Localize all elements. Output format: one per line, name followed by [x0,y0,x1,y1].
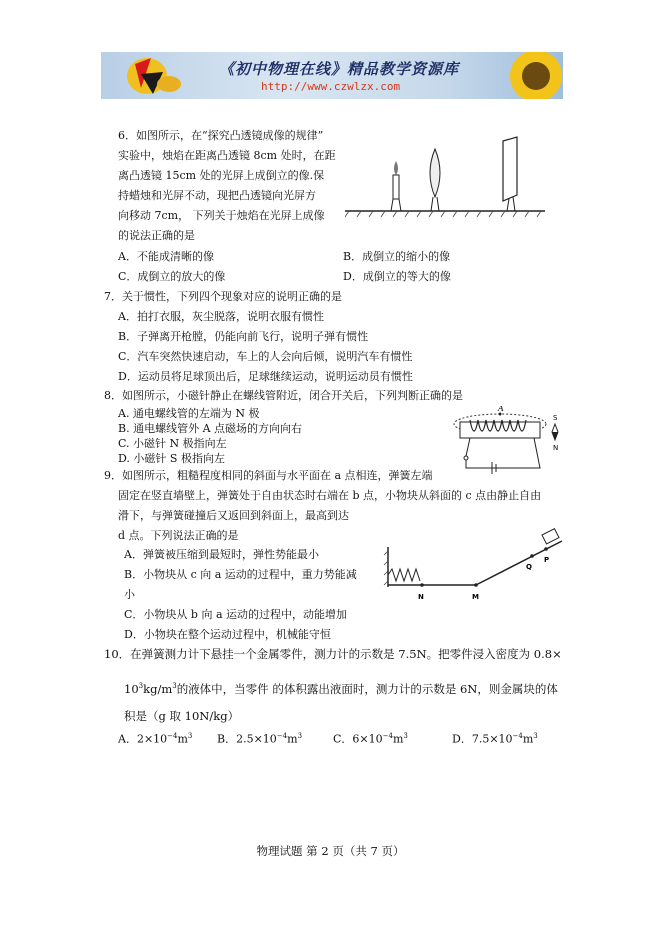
fig-label-m: M [472,593,479,601]
q7-option-a: A．拍打衣服，灰尘脱落，说明衣服有惯性 [118,310,324,323]
q6-option-d: D．成倒立的等大的像 [343,270,451,283]
q8-option-a: A. 通电螺线管的左端为 N 极 [118,407,260,420]
q10-line-1: 10．在弹簧测力计下悬挂一个金属零件，测力计的示数是 7.5N。把零件浸入密度为 0.8× [104,647,562,661]
q8-stem: 8．如图所示，小磁针静止在螺线管附近，闭合开关后，下列判断正确的是 [104,389,463,402]
q6-figure [345,135,545,220]
fig-label-q: Q [526,563,532,571]
q10-option-c: C．$6\times 10^{-4}m^3$ [333,732,408,746]
q6-line-2: 实验中，烛焰在距离凸透镜 8cm 处时，在距 [118,149,336,162]
sunflower-image [501,52,563,99]
banner-logo [107,54,197,98]
q10-line-3: 积是（g 取 10N/kg） [124,709,240,723]
q6-line-3: 离凸透镜 15cm 处的光屏上成倒立的像.保 [118,169,325,182]
fig-label-p: P [544,556,550,564]
q9-line-3: 滑下，与弹簧碰撞后又返回到斜面上，最高到达 [118,509,349,522]
q10-option-b: B．$2.5\times 10^{-4}m^3$ [217,732,303,746]
q9-line-2: 固定在竖直墙壁上，弹簧处于自由状态时右端在 b 点，小物块从斜面的 c 点由静止自由 [118,489,542,502]
fig-point-a-label: A [498,406,504,413]
q6-line-4: 持蜡烛和光屏不动，现把凸透镜向光屏方 [118,189,316,202]
q9-option-a: A．弹簧被压缩到最短时，弹性势能最小 [124,548,319,561]
q9-line-4: d 点。下列说法正确的是 [118,529,239,542]
lens-icon [430,149,440,211]
q6-option-c: C．成倒立的放大的像 [118,270,226,283]
q8-solenoid-figure [452,406,564,476]
q8-option-d: D. 小磁针 S 极指向左 [118,452,225,465]
q8-option-b: B. 通电螺线管外 A 点磁场的方向向右 [118,422,303,435]
q9-option-d: D．小物块在整个运动过程中，机械能守恒 [124,628,331,641]
q6-option-b: B．成倒立的缩小的像 [343,250,451,263]
q7-option-d: D．运动员将足球顶出后，足球继续运动，说明运动员有惯性 [118,370,413,383]
q7-option-c: C．汽车突然快速启动，车上的人会向后倾，说明汽车有惯性 [118,350,413,363]
header-banner [101,52,563,99]
candle-icon [391,161,401,211]
q9-option-c: C．小物块从 b 向 a 运动的过程中，动能增加 [124,608,348,621]
spring-icon [388,569,420,581]
block-icon [542,529,559,544]
fig-label-n: N [418,593,424,601]
q8-option-c: C. 小磁针 N 极指向左 [118,437,227,450]
q6-line-1: 6．如图所示，在“探究凸透镜成像的规律” [118,129,324,142]
page-footer: 物理试题 第 2 页（共 7 页） [256,844,405,858]
q6-option-a: A．不能成清晰的像 [118,250,214,263]
q9-option-b-1: B．小物块从 c 向 a 运动的过程中，重力势能减 [124,568,357,581]
banner-url: http://www.czwlzx.com [261,80,401,93]
q7-option-b: B．子弹离开枪膛，仍能向前飞行，说明子弹有惯性 [118,330,369,343]
q9-option-b-2: 小 [124,588,135,601]
q7-stem: 7．关于惯性，下列四个现象对应的说明正确的是 [104,290,342,303]
q10-option-a: A．$2\times 10^{-4}m^3$ [118,732,193,746]
fig-s-label: S [553,414,558,422]
banner-title: 《初中物理在线》精品教学资源库 [219,60,460,78]
fig-n-label: N [553,444,559,452]
q6-line-6: 的说法正确的是 [118,229,195,242]
screen-icon [503,137,517,211]
q9-line-1: 9．如图所示，粗糙程度相同的斜面与水平面在 a 点相连，弹簧左端 [104,469,433,482]
q9-incline-figure [382,527,572,612]
q6-line-5: 向移动 7cm， 下列关于烛焰在光屏上成像 [118,209,325,222]
q10-option-d: D．$7.5\times 10^{-4}m^3$ [452,732,538,746]
q10-line-2: $10^3kg/m^3$的液体中，当零件 的体积露出液面时，测力计的示数是 6N，则金属块的体 [124,682,558,696]
